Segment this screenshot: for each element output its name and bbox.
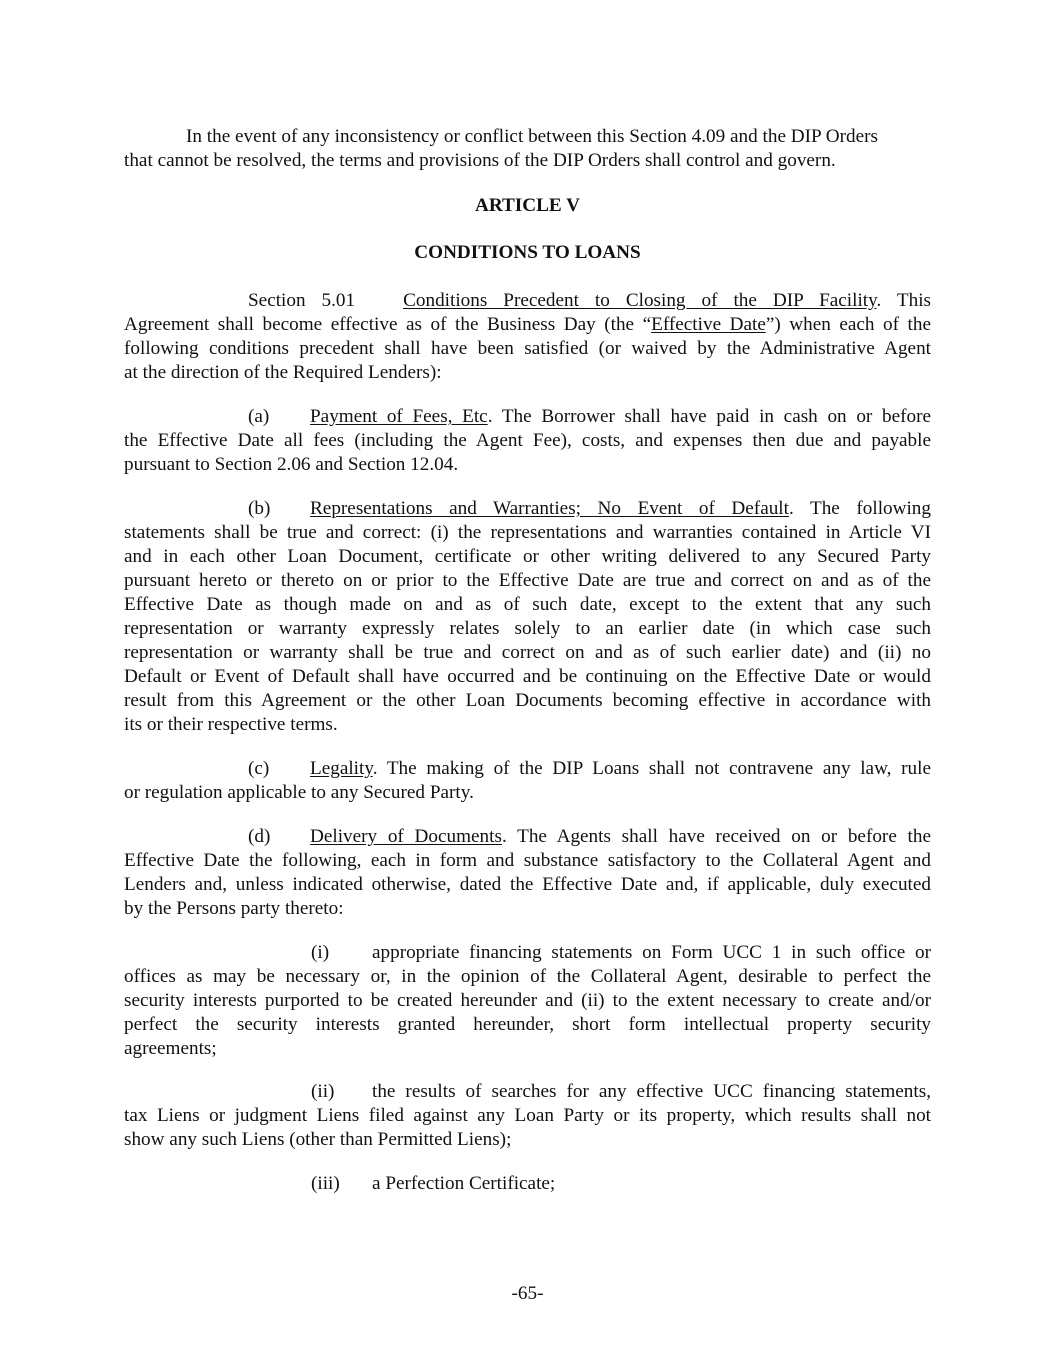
para-b-line-7: representation or warranty shall be true and correct on and as of such earlier date) and (ii) no (124, 642, 931, 663)
para-d-title: Delivery of Documents (310, 826, 502, 847)
section-501-line-2-post: ”) when each of the (765, 314, 931, 335)
article-heading: ARTICLE V (474, 195, 581, 216)
sub-ii-line-3: show any such Liens (other than Permitted Liens); (124, 1129, 512, 1150)
sub-iii-text: a Perfection Certificate; (372, 1173, 556, 1194)
para-b-line-2: statements shall be true and correct: (i) the representations and warranties contained in Article VI (124, 522, 931, 543)
para-b-line1-tail: . The following (788, 498, 931, 519)
section-501-line-3: following conditions precedent shall have been satisfied (or waived by the Administrative Agent (124, 338, 931, 359)
para-d-line-2: Effective Date the following, each in form and substance satisfactory to the Collateral Agent and (124, 850, 931, 871)
para-a-line1-tail: . The Borrower shall have paid in cash on or before (487, 406, 931, 427)
article-title: CONDITIONS TO LOANS (414, 242, 641, 263)
section-501-line-4: at the direction of the Required Lenders): (124, 362, 442, 383)
para-c-line-1 (310, 757, 931, 781)
sub-i-label: (i) (311, 942, 330, 963)
para-d-label: (d) (248, 826, 271, 847)
para-c-line1-tail: . The making of the DIP Loans shall not contravene any law, rule (372, 758, 931, 779)
sub-i-line-5: agreements; (124, 1038, 217, 1059)
para-b-label: (b) (248, 498, 271, 519)
para-a-title: Payment of Fees, Etc (310, 406, 488, 427)
para-d-line1-tail: . The Agents shall have received on or before the (501, 826, 931, 847)
sub-i-line-4: perfect the security interests granted hereunder, short form intellectual property security (124, 1014, 931, 1035)
para-b-line-8: Default or Event of Default shall have occurred and be continuing on the Effective Date or would (124, 666, 931, 687)
sub-iii-label: (iii) (311, 1173, 340, 1194)
closing-paragraph-line-1: In the event of any inconsistency or conflict between this Section 4.09 and the DIP Orders (186, 126, 878, 147)
para-b-line-10: its or their respective terms. (124, 714, 338, 735)
para-a-line-1 (310, 405, 931, 429)
para-d-line-1 (310, 825, 931, 849)
sub-i-line-3: security interests purported to be created hereunder and (ii) to the extent necessary to create and/or (124, 990, 931, 1011)
section-501-line-2 (124, 313, 931, 337)
para-c-line-2: or regulation applicable to any Secured Party. (124, 782, 474, 803)
para-a-line-2: the Effective Date all fees (including the Agent Fee), costs, and expenses then due and payable (124, 430, 931, 451)
para-b-line-3: and in each other Loan Document, certificate or other writing delivered to any Secured Party (124, 546, 931, 567)
para-b-line-5: Effective Date as though made on and as of such date, except to the extent that any such (124, 594, 931, 615)
para-b-line-1 (310, 497, 931, 521)
para-c-title: Legality (310, 758, 373, 779)
para-b-title: Representations and Warranties; No Event of Default (310, 498, 789, 519)
para-b-line-9: result from this Agreement or the other Loan Documents becoming effective in accordance with (124, 690, 931, 711)
para-b-line-6: representation or warranty expressly relates solely to an earlier date (in which case such (124, 618, 931, 639)
sub-ii-line-2: tax Liens or judgment Liens filed against any Loan Party or its property, which results shall not (124, 1105, 931, 1126)
para-a-line-3: pursuant to Section 2.06 and Section 12.04. (124, 454, 459, 475)
section-501-line-2-pre: Agreement shall become effective as of the Business Day (the “ (124, 314, 652, 335)
sub-i-line-2: offices as may be necessary or, in the opinion of the Collateral Agent, desirable to perfect the (124, 966, 931, 987)
sub-i-line-1: appropriate financing statements on Form UCC 1 in such office or (372, 942, 931, 963)
para-b-line-4: pursuant hereto or thereto on or prior to the Effective Date are true and correct on and as of the (124, 570, 931, 591)
closing-paragraph-line-2: that cannot be resolved, the terms and provisions of the DIP Orders shall control and govern. (124, 150, 836, 171)
para-d-line-4: by the Persons party thereto: (124, 898, 344, 919)
sub-ii-line-1: the results of searches for any effective UCC financing statements, (372, 1081, 931, 1102)
section-number: Section 5.01 (248, 290, 356, 311)
section-501-line-1 (248, 289, 931, 313)
section-line1-tail: . This (876, 290, 932, 311)
section-title: Conditions Precedent to Closing of the DIP Facility (403, 290, 877, 311)
defined-term-effective-date: Effective Date (651, 314, 766, 335)
sub-ii-label: (ii) (311, 1081, 335, 1102)
para-d-line-3: Lenders and, unless indicated otherwise, dated the Effective Date and, if applicable, duly executed (124, 874, 931, 895)
para-c-label: (c) (248, 758, 270, 779)
para-a-label: (a) (248, 406, 270, 427)
page-number: -65- (511, 1283, 544, 1304)
